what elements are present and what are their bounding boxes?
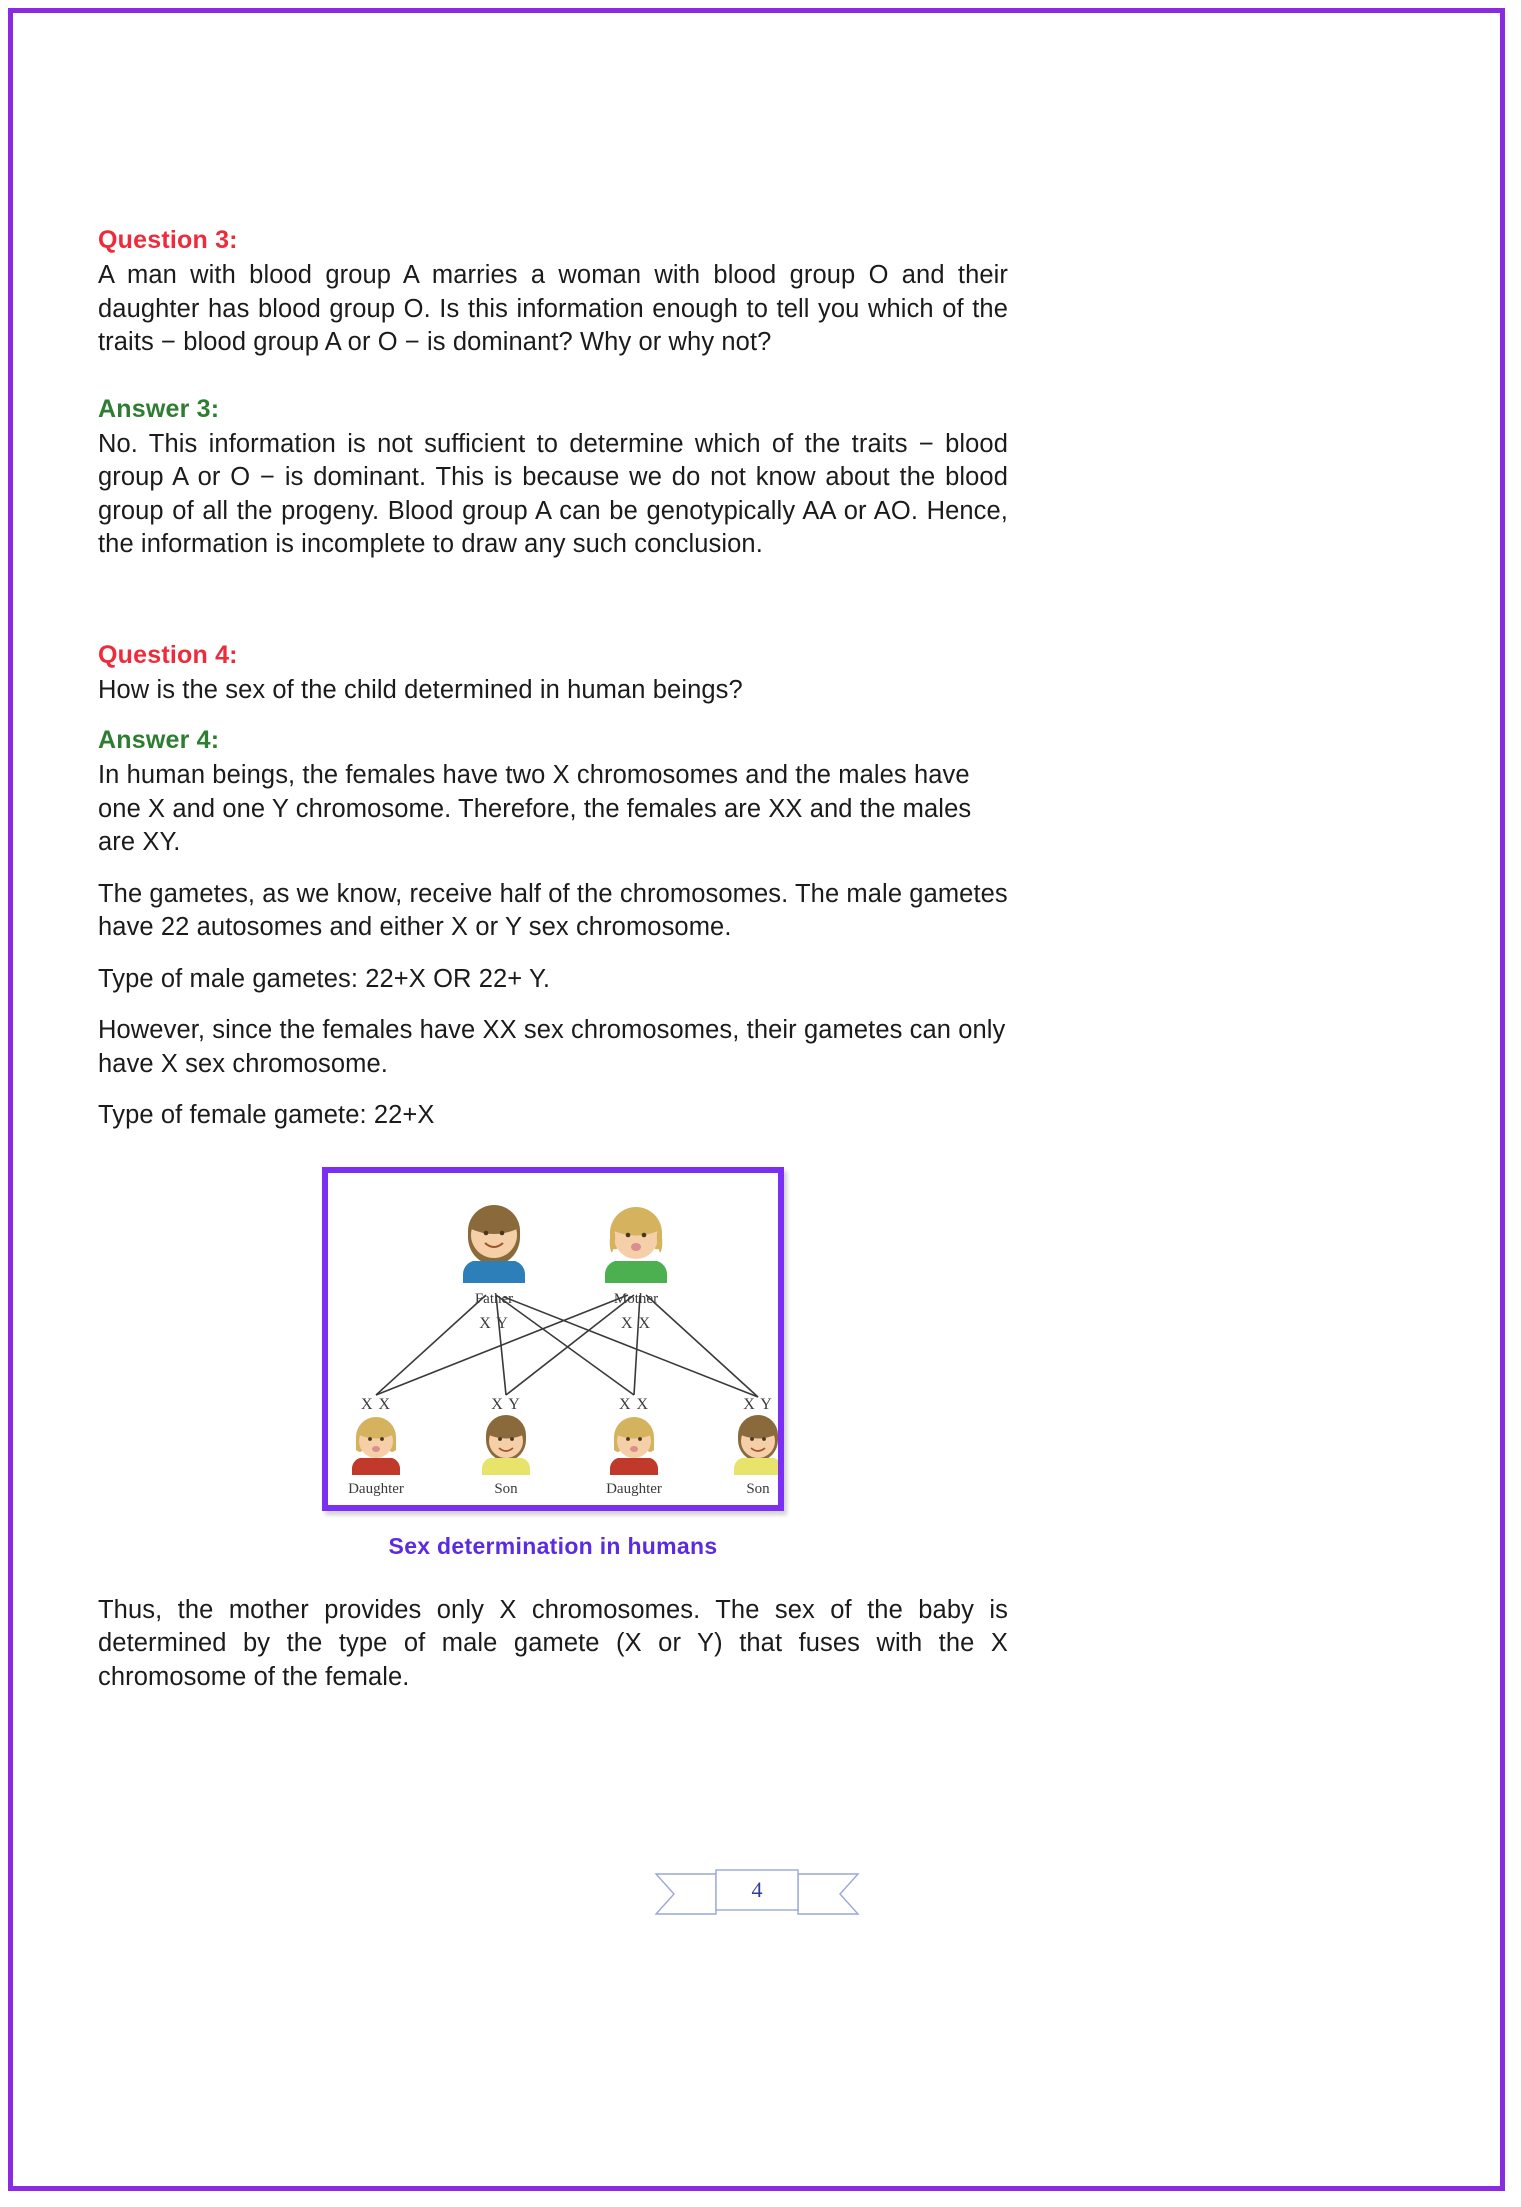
answer-4-paragraph-2: The gametes, as we know, receive half of the chromosomes. The male gametes have 22 autosomes and either X or Y sex chromosome.: [98, 879, 1008, 941]
page-footer: [13, 1858, 1500, 1922]
child-3-label: Daughter: [606, 1480, 662, 1497]
answer-4-paragraph-1: In human beings, the females have two X chromosomes and the males have one X and one Y chromosome. Therefore, the females are XX and the males are XY.: [98, 761, 972, 856]
child-1-genotype: X X: [360, 1395, 392, 1413]
figure-border-box: [322, 1167, 784, 1511]
child-1-label: Daughter: [348, 1480, 404, 1497]
answer-3-heading: Answer 3:: [98, 394, 220, 423]
question-3-heading: Question 3:: [98, 226, 238, 254]
child-4-label: Son: [746, 1480, 770, 1497]
pedigree-diagram: [328, 1173, 778, 1505]
answer-4-heading: Answer 4:: [98, 726, 220, 754]
answer-4-block: [98, 725, 1008, 1133]
mother-label: Mother: [613, 1290, 659, 1307]
spacer: [98, 562, 1008, 640]
mother-figure: [605, 1207, 667, 1332]
child-4-genotype: X Y: [743, 1395, 773, 1413]
answer-4-paragraph-4: However, since the females have XX sex chromosomes, their gametes can only have X sex chromosome.: [98, 1016, 1006, 1078]
spacer: [98, 707, 1008, 725]
document-page: [8, 8, 1505, 2191]
question-3-text: A man with blood group A marries a woman with blood group O and their daughter has blood group O. Is this information enough to tell you which of the traits − blood group A or O − is dominant? Why or why not?: [98, 261, 1008, 356]
question-4-text: How is the sex of the child determined in human beings?: [98, 675, 743, 704]
father-genotype: X Y: [479, 1314, 509, 1332]
inheritance-lines: [376, 1295, 758, 1397]
answer-3-block: [98, 394, 1008, 562]
spacer: [98, 945, 1008, 963]
child-3-figure: [606, 1396, 662, 1497]
ribbon-left-tail: [656, 1874, 716, 1914]
figure-caption: Sex determination in humans: [388, 1532, 718, 1559]
answer-3-paragraph: No. This information is not sufficient to determine which of the traits − blood group A or O − is dominant. This is because we do not know about the blood group of all the progeny. Blood group A can be genotypically AA or AO. Hence, the information is incomplete to draw any such conclusion.: [98, 429, 1008, 558]
child-2-label: Son: [494, 1480, 518, 1497]
answer-4-paragraph-5: Type of female gamete: 22+X: [98, 1101, 435, 1129]
answer-4-closing-paragraph: Thus, the mother provides only X chromosomes. The sex of the baby is determined by the type of male gamete (X or Y) that fuses with the X chromosome of the female.: [98, 1595, 1008, 1691]
spacer: [98, 996, 1008, 1014]
question-4-block: [98, 640, 1008, 708]
child-4-figure: [734, 1396, 778, 1497]
child-1-figure: [348, 1396, 404, 1497]
child-2-genotype: X Y: [491, 1395, 521, 1413]
page-content: [98, 225, 1008, 1694]
child-3-genotype: X X: [618, 1395, 650, 1413]
spacer: [98, 1081, 1008, 1099]
father-figure: [463, 1205, 525, 1332]
question-4-heading: Question 4:: [98, 640, 238, 669]
question-3-block: [98, 225, 1008, 360]
spacer: [98, 860, 1008, 878]
child-2-figure: [482, 1396, 530, 1497]
page-number-ribbon: [652, 1858, 862, 1922]
answer-4-paragraph-3: Type of male gametes: 22+X OR 22+ Y.: [98, 964, 551, 993]
ribbon-right-tail: [798, 1874, 858, 1914]
spacer: [98, 1560, 1008, 1594]
mother-genotype: X X: [620, 1314, 652, 1332]
page-number: 4: [751, 1877, 762, 1902]
father-label: Father: [474, 1290, 514, 1307]
spacer: [98, 360, 1008, 394]
sex-determination-figure: [98, 1167, 1008, 1560]
